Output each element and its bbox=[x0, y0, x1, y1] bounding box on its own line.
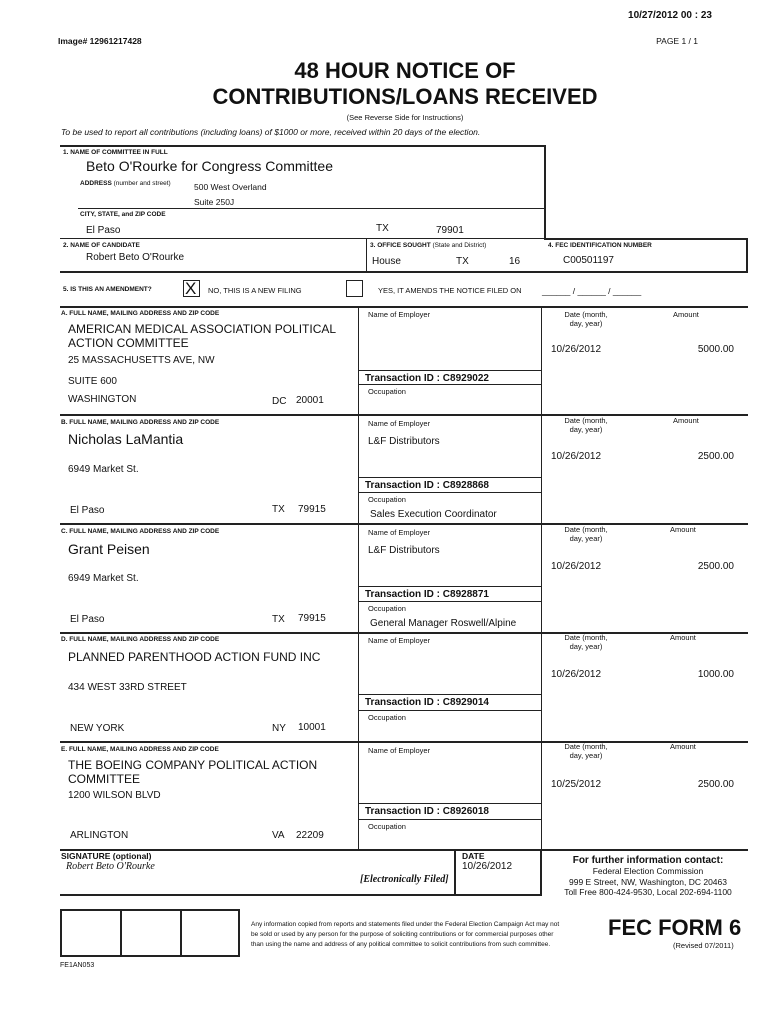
committee-address2: Suite 250J bbox=[194, 197, 235, 207]
committee-state: TX bbox=[376, 223, 389, 234]
page-number: PAGE 1 / 1 bbox=[656, 36, 698, 46]
entry-b-label: B. FULL NAME, MAILING ADDRESS AND ZIP CODE bbox=[61, 419, 220, 426]
entry-d-occupation-label: Occupation bbox=[368, 713, 406, 722]
entry-c-employer: L&F Distributors bbox=[368, 545, 440, 556]
entry-c-state: TX bbox=[272, 614, 285, 625]
entry-d-transaction-id: Transaction ID : C8929014 bbox=[365, 697, 489, 708]
entry-e-city: ARLINGTON bbox=[70, 830, 129, 841]
check-mark-icon: X bbox=[185, 279, 197, 298]
entry-e-amount: 2500.00 bbox=[697, 779, 734, 790]
entry-e-date: 10/25/2012 bbox=[551, 779, 602, 790]
entry-b-city: El Paso bbox=[70, 505, 105, 516]
entry-a-amount-label: Amount bbox=[673, 310, 699, 319]
signature-date-label: DATE bbox=[462, 851, 485, 861]
entry-a-street2: SUITE 600 bbox=[68, 376, 117, 387]
entry-a-street: 25 MASSACHUSETTS AVE, NW bbox=[68, 355, 215, 366]
form-title-line1: 48 HOUR NOTICE OF bbox=[294, 58, 516, 83]
amendment-yes-label: YES, IT AMENDS THE NOTICE FILED ON bbox=[378, 286, 522, 295]
entry-b-occupation: Sales Execution Coordinator bbox=[370, 509, 497, 520]
entry-c-amount: 2500.00 bbox=[697, 561, 734, 572]
office-sought-label: 3. OFFICE SOUGHT (State and District) bbox=[370, 242, 487, 249]
committee-name: Beto O'Rourke for Congress Committee bbox=[86, 158, 333, 174]
entry-d-zip: 10001 bbox=[298, 722, 326, 733]
city-state-zip-label: CITY, STATE, and ZIP CODE bbox=[80, 211, 166, 218]
entry-b-street: 6949 Market St. bbox=[68, 464, 139, 475]
form-title-line2: CONTRIBUTIONS/LOANS RECEIVED bbox=[212, 84, 598, 109]
entry-c-street: 6949 Market St. bbox=[68, 573, 139, 584]
entry-e-occupation-label: Occupation bbox=[368, 822, 406, 831]
usage-notice: Any information copied from reports and statements filed under the Federal Election Campaign Act may not be sold or used by any person for the purpose of soliciting contributions or for commercial purposes other than using the name and address of any political committee to solicit contributions from such committee. bbox=[251, 921, 560, 948]
contact-title: For further information contact: bbox=[572, 855, 724, 866]
entry-e-date-label: Date (month, day, year) bbox=[564, 742, 608, 760]
entry-a-date: 10/26/2012 bbox=[551, 344, 602, 355]
committee-name-label: 1. NAME OF COMMITTEE IN FULL bbox=[63, 149, 168, 156]
entry-d-date: 10/26/2012 bbox=[551, 669, 602, 680]
entry-d-amount-label: Amount bbox=[670, 633, 696, 642]
image-id: Image# 12961217428 bbox=[58, 36, 142, 46]
entry-a-city: WASHINGTON bbox=[68, 394, 137, 405]
candidate-name-label: 2. NAME OF CANDIDATE bbox=[63, 242, 140, 249]
entry-d-street: 434 WEST 33RD STREET bbox=[68, 682, 187, 693]
entry-b-date: 10/26/2012 bbox=[551, 451, 602, 462]
entry-e-employer-label: Name of Employer bbox=[368, 746, 431, 755]
new-filing-label: NO, THIS IS A NEW FILING bbox=[208, 286, 302, 295]
entry-c-date: 10/26/2012 bbox=[551, 561, 602, 572]
entry-b-name1: Nicholas LaMantia bbox=[68, 431, 184, 447]
entry-a-employer-label: Name of Employer bbox=[368, 310, 431, 319]
amendment-date-blank: ______ / ______ / ______ bbox=[542, 286, 642, 296]
amendment-label: 5. IS THIS AN AMENDMENT? bbox=[63, 286, 152, 293]
signature-label: SIGNATURE (optional) bbox=[61, 851, 152, 861]
entry-a-transaction-id: Transaction ID : C8929022 bbox=[365, 373, 489, 384]
entry-d-amount: 1000.00 bbox=[697, 669, 734, 680]
fec-id: C00501197 bbox=[563, 255, 614, 266]
fec-id-label: 4. FEC IDENTIFICATION NUMBER bbox=[548, 242, 652, 249]
entry-a-state: DC bbox=[272, 396, 287, 407]
form-revised: (Revised 07/2011) bbox=[673, 941, 734, 950]
office-sought: House bbox=[372, 256, 401, 267]
entry-e-label: E. FULL NAME, MAILING ADDRESS AND ZIP CODE bbox=[61, 746, 219, 753]
entry-c-transaction-id: Transaction ID : C8928871 bbox=[365, 589, 489, 600]
entry-d-date-label: Date (month, day, year) bbox=[564, 633, 608, 651]
entry-c-city: El Paso bbox=[70, 614, 105, 625]
entry-c-label: C. FULL NAME, MAILING ADDRESS AND ZIP CODE bbox=[61, 528, 220, 535]
contact-line1: Federal Election Commission bbox=[592, 866, 704, 876]
form-code: FE1AN053 bbox=[60, 962, 95, 969]
entry-b-date-label: Date (month, day, year) bbox=[564, 416, 608, 434]
entry-d-employer-label: Name of Employer bbox=[368, 636, 431, 645]
committee-address1: 500 West Overland bbox=[194, 182, 267, 192]
office-district: 16 bbox=[509, 256, 521, 267]
amendment-checkbox[interactable] bbox=[346, 280, 363, 297]
entry-a-label: A. FULL NAME, MAILING ADDRESS AND ZIP CODE bbox=[61, 310, 220, 317]
entry-a-date-label: Date (month, day, year) bbox=[564, 310, 608, 328]
entry-c-amount-label: Amount bbox=[670, 525, 696, 534]
entry-b-employer-label: Name of Employer bbox=[368, 419, 431, 428]
entry-b-transaction-id: Transaction ID : C8928868 bbox=[365, 480, 489, 491]
committee-zip: 79901 bbox=[436, 225, 464, 236]
entry-d-name1: PLANNED PARENTHOOD ACTION FUND INC bbox=[68, 650, 321, 664]
electronically-filed-note: [Electronically Filed] bbox=[360, 874, 449, 885]
entry-e-amount-label: Amount bbox=[670, 742, 696, 751]
entry-b-occupation-label: Occupation bbox=[368, 495, 406, 504]
entry-e-zip: 22209 bbox=[296, 830, 324, 841]
timestamp: 10/27/2012 00 : 23 bbox=[628, 10, 712, 21]
entry-c-occupation: General Manager Roswell/Alpine bbox=[370, 618, 517, 629]
office-use-boxes bbox=[60, 909, 240, 957]
form-name: FEC FORM 6 bbox=[608, 915, 742, 940]
new-filing-checkbox[interactable] bbox=[183, 280, 200, 297]
committee-city: El Paso bbox=[86, 225, 121, 236]
entry-c-name1: Grant Peisen bbox=[68, 541, 150, 557]
entry-e-state: VA bbox=[272, 830, 285, 841]
entry-d-label: D. FULL NAME, MAILING ADDRESS AND ZIP CODE bbox=[61, 636, 220, 643]
entry-b-amount-label: Amount bbox=[673, 416, 699, 425]
entry-d-state: NY bbox=[272, 723, 286, 734]
signature-name: Robert Beto O'Rourke bbox=[66, 861, 155, 872]
entry-d-city: NEW YORK bbox=[70, 723, 125, 734]
instructions: To be used to report all contributions (including loans) of $1000 or more, received within 20 days of the election. bbox=[61, 127, 481, 137]
office-state: TX bbox=[456, 256, 469, 267]
contact-line2: 999 E Street, NW, Washington, DC 20463 bbox=[569, 877, 727, 887]
entry-e-transaction-id: Transaction ID : C8926018 bbox=[365, 806, 489, 817]
candidate-name: Robert Beto O'Rourke bbox=[86, 252, 185, 263]
entry-e-name1: THE BOEING COMPANY POLITICAL ACTION bbox=[68, 758, 318, 772]
entry-b-amount: 2500.00 bbox=[697, 451, 734, 462]
see-reverse-note: (See Reverse Side for Instructions) bbox=[346, 113, 464, 122]
entry-a-amount: 5000.00 bbox=[697, 344, 734, 355]
entry-c-date-label: Date (month, day, year) bbox=[564, 525, 608, 543]
entry-a-zip: 20001 bbox=[296, 395, 324, 406]
entry-a-name2: ACTION COMMITTEE bbox=[68, 336, 189, 350]
entry-a-name1: AMERICAN MEDICAL ASSOCIATION POLITICAL bbox=[68, 322, 337, 336]
signature-date: 10/26/2012 bbox=[462, 861, 513, 872]
entry-c-zip: 79915 bbox=[298, 613, 326, 624]
entry-e-name2: COMMITTEE bbox=[68, 772, 140, 786]
address-label: ADDRESS (number and street) bbox=[80, 180, 171, 187]
entry-b-state: TX bbox=[272, 504, 285, 515]
entry-b-zip: 79915 bbox=[298, 504, 326, 515]
entry-c-employer-label: Name of Employer bbox=[368, 528, 431, 537]
entry-b-employer: L&F Distributors bbox=[368, 436, 440, 447]
entry-e-street: 1200 WILSON BLVD bbox=[68, 790, 161, 801]
entry-a-occupation-label: Occupation bbox=[368, 387, 406, 396]
entry-c-occupation-label: Occupation bbox=[368, 604, 406, 613]
contact-line3: Toll Free 800-424-9530, Local 202-694-1100 bbox=[564, 887, 732, 897]
